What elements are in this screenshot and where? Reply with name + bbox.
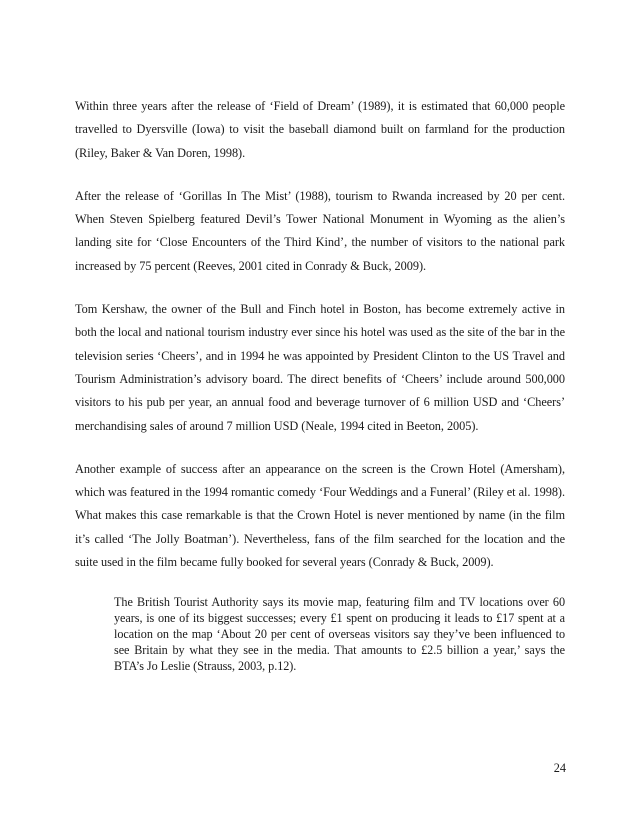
page-number: 24 bbox=[553, 761, 566, 775]
paragraph-crown-hotel: Another example of success after an appearance on the screen is the Crown Hotel (Amersham), which was featured in the 1994 romantic comedy ‘Four Weddings and a Funeral’ (Riley et al. 1998). What makes this case remarkable is that the Crown Hotel is never mentioned by name (in the film it’s called ‘The Jolly Boatman’). Nevertheless, fans of the film searched for the location and the suite used in the film became fully booked for several years (Conrady & Buck, 2009). bbox=[75, 461, 565, 570]
block-quote: The British Tourist Authority says its movie map, featuring film and TV locations over 60 years, is one of its biggest successes; every £1 spent on producing it leads to £17 spent at a location on the map ‘About 20 per cent of overseas visitors say they’ve been influenced to see Britain by what they see in the media. That amounts to £2.5 billion a year,’ says the BTA’s Jo Leslie (Strauss, 2003, p.12). bbox=[114, 595, 565, 673]
paragraph-cheers: Tom Kershaw, the owner of the Bull and Finch hotel in Boston, has become extremely active in both the local and national tourism industry ever since his hotel was used as the site of the bar in the television series ‘Cheers’, and in 1994 he was appointed by President Clinton to the US Travel and Tourism Administration’s advisory board. The direct benefits of ‘Cheers’ include around 500,000 visitors to his pub per year, an annual food and beverage turnover of 6 million USD and ‘Cheers’ merchandising sales of around 7 million USD (Neale, 1994 cited in Beeton, 2005). bbox=[75, 302, 565, 433]
body-text bbox=[75, 95, 565, 594]
paragraph-gorillas-in-the-mist: After the release of ‘Gorillas In The Mist’ (1988), tourism to Rwanda increased by 20 per cent. When Steven Spielberg featured Devil’s Tower National Monument in Wyoming as the alien’s landing site for ‘Close Encounters of the Third Kind’, the number of visitors to the national park increased by 75 percent (Reeves, 2001 cited in Conrady & Buck, 2009). bbox=[75, 188, 565, 273]
paragraph-field-of-dreams: Within three years after the release of ‘Field of Dream’ (1989), it is estimated that 60,000 people travelled to Dyersville (Iowa) to visit the baseball diamond built on farmland for the production (Riley, Baker & Van Doren, 1998). bbox=[75, 99, 565, 160]
